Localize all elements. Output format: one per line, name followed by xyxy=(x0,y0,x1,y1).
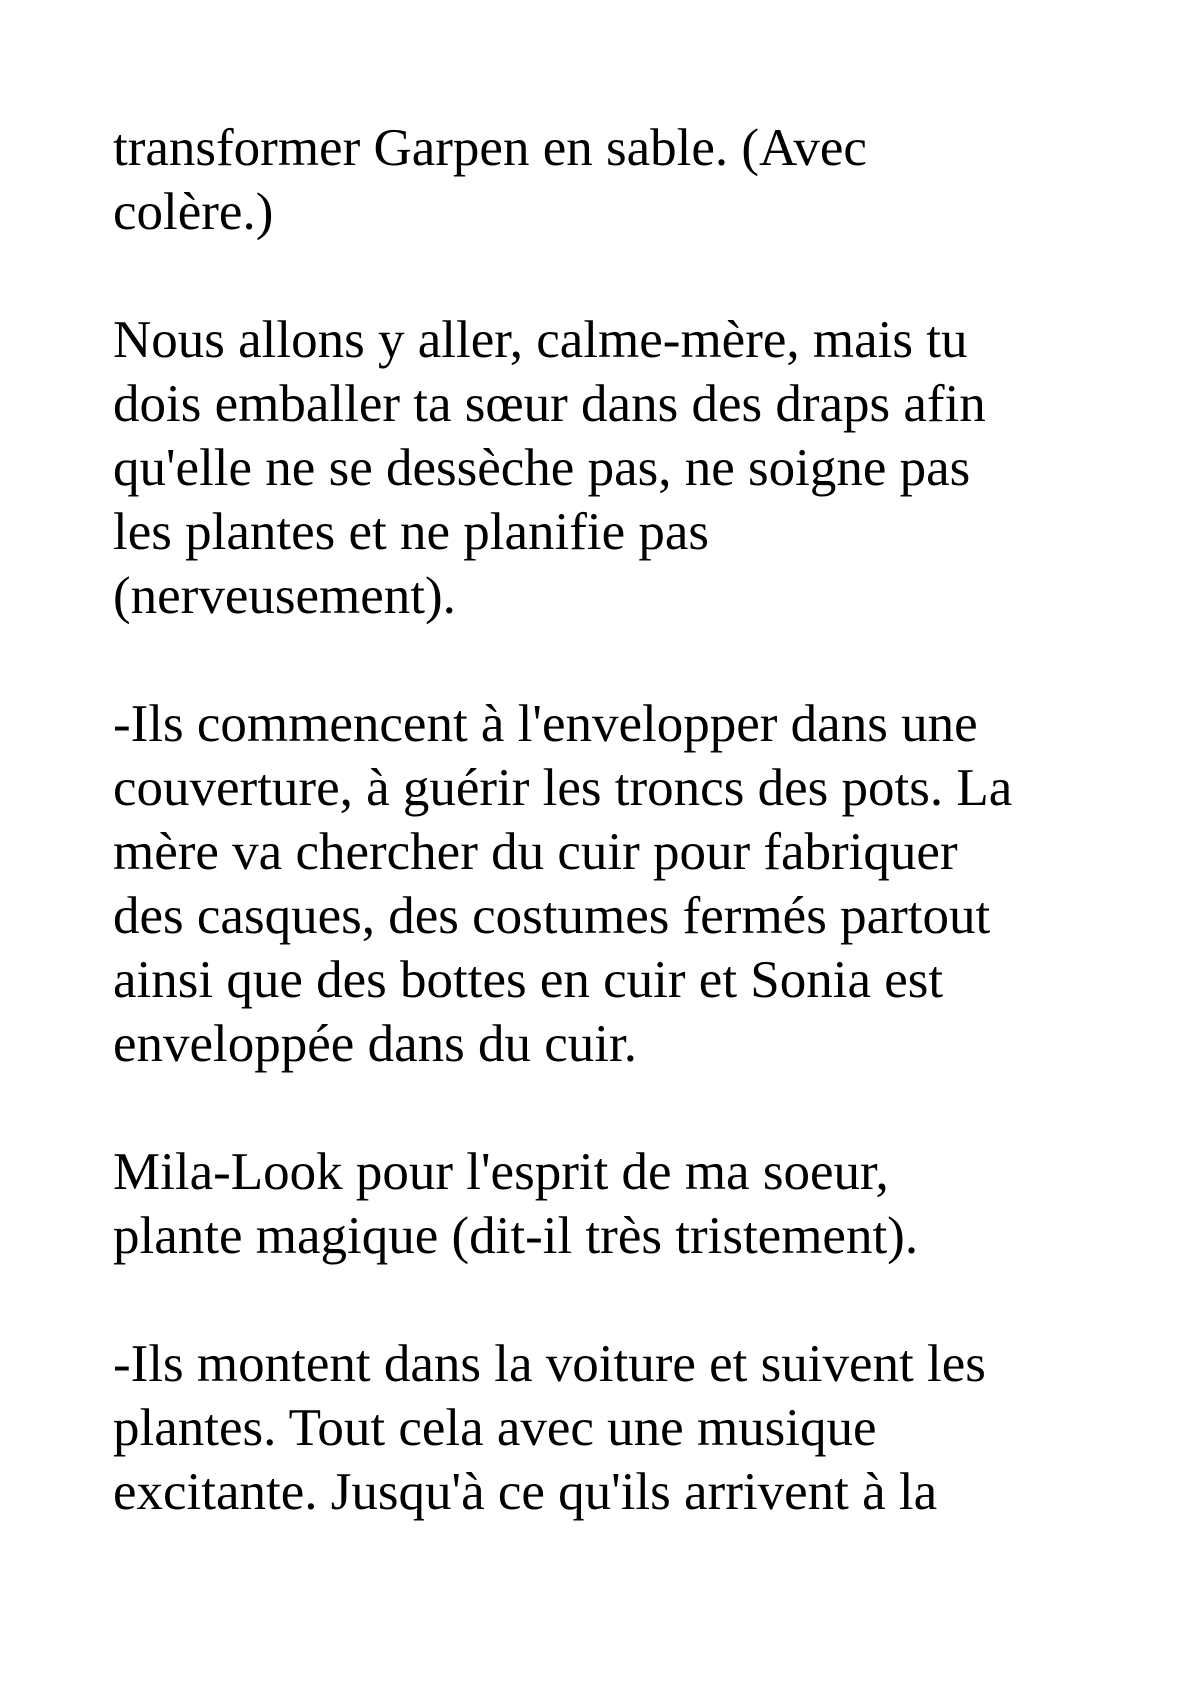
text-line: plante magique (dit-il très tristement). xyxy=(113,1207,919,1265)
text-line: -Ils montent dans la voiture et suivent les xyxy=(113,1335,986,1393)
text-line: enveloppée dans du cuir. xyxy=(113,1015,637,1073)
paragraph-gap xyxy=(113,628,1093,692)
text-line: qu'elle ne se dessèche pas, ne soigne pas xyxy=(113,439,971,497)
text-line: dois emballer ta sœur dans des draps afin xyxy=(113,375,986,433)
text-line: des casques, des costumes fermés partout xyxy=(113,887,991,945)
text-line: couverture, à guérir les troncs des pots. La xyxy=(113,759,1013,817)
paragraph-1 xyxy=(113,116,1093,244)
text-line: transformer Garpen en sable. (Avec xyxy=(113,119,867,177)
paragraph-4 xyxy=(113,1140,1093,1268)
text-line: Mila-Look pour l'esprit de ma soeur, xyxy=(113,1143,889,1201)
text-line: mère va chercher du cuir pour fabriquer xyxy=(113,823,958,881)
text-line: plantes. Tout cela avec une musique xyxy=(113,1399,877,1457)
paragraph-2 xyxy=(113,308,1093,628)
text-line: ainsi que des bottes en cuir et Sonia est xyxy=(113,951,944,1009)
paragraph-gap xyxy=(113,1268,1093,1332)
document-page xyxy=(113,116,1093,1524)
text-line: -Ils commencent à l'envelopper dans une xyxy=(113,695,978,753)
text-line: colère.) xyxy=(113,183,274,241)
text-line: Nous allons y aller, calme-mère, mais tu xyxy=(113,311,968,369)
paragraph-gap xyxy=(113,244,1093,308)
paragraph-5 xyxy=(113,1332,1093,1524)
text-line: (nerveusement). xyxy=(113,567,456,625)
text-line: excitante. Jusqu'à ce qu'ils arrivent à la xyxy=(113,1463,938,1521)
text-line: les plantes et ne planifie pas xyxy=(113,503,710,561)
paragraph-3 xyxy=(113,692,1093,1076)
paragraph-gap xyxy=(113,1076,1093,1140)
